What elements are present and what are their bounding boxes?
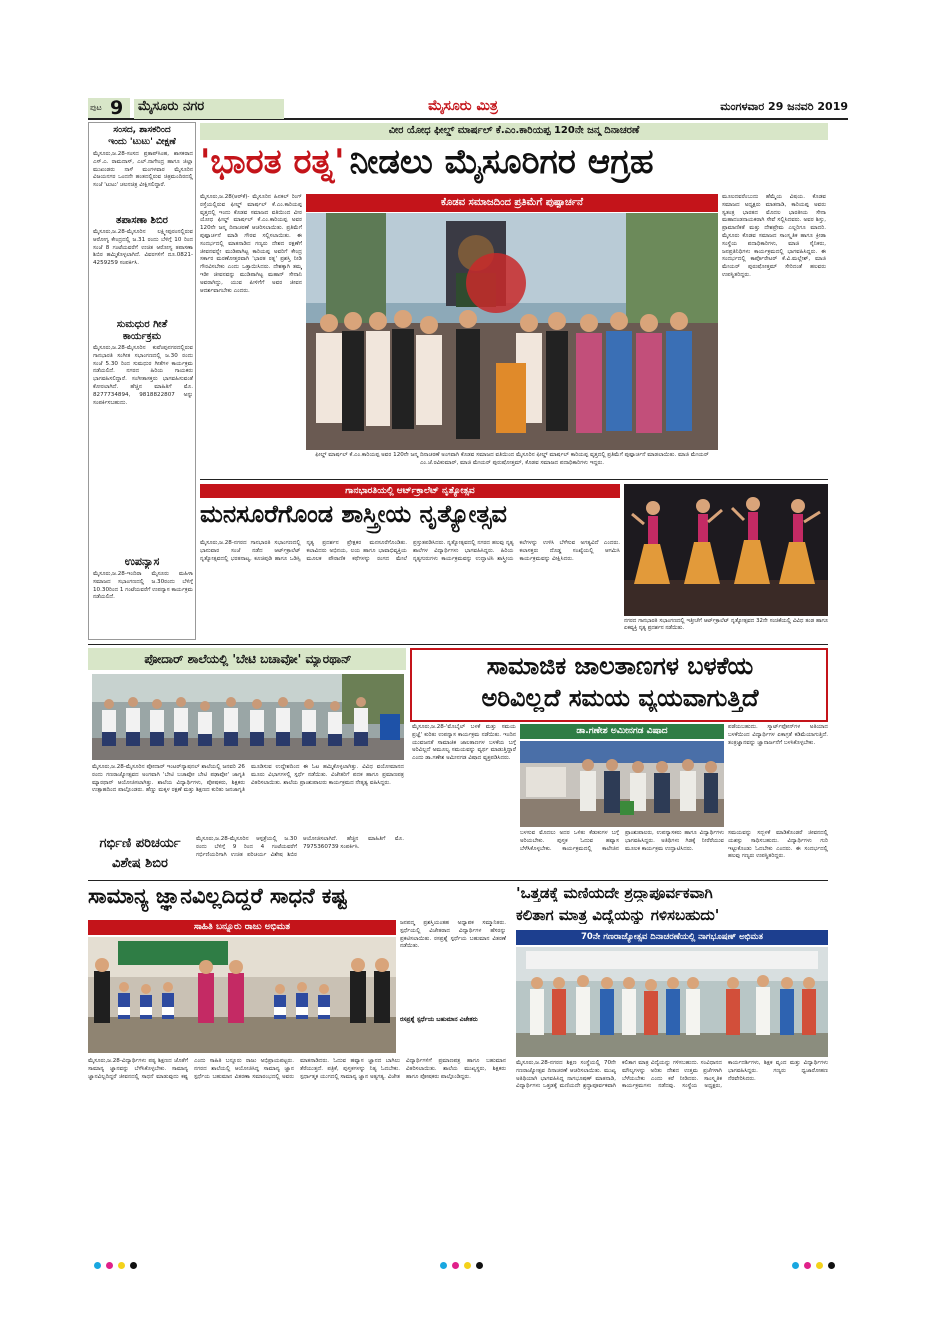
registration-dot <box>816 1262 823 1269</box>
story-headline: ಅರಿವಿಲ್ಲದೆ ಸಮಯ ವ್ಯಯವಾಗುತ್ತಿದೆ <box>481 684 759 712</box>
brief-headline: ಇಂದು 'ಟುಟು' ವೀಕ್ಷಣೆ <box>108 137 176 147</box>
masthead: ಮೈಸೂರು ಮಿತ್ರ <box>428 98 498 114</box>
story-headline: ಪೋದಾರ್ ಶಾಲೆಯಲ್ಲಿ 'ಬೇಟಿ ಬಚಾವೋ' ಮ್ಯಾರಥಾನ್ <box>144 652 352 666</box>
brief-body: ಮೈಸೂರು,ಜ.28-ಮೈಸೂರಿನ ಕುವೆಂಪುನಗರದಲ್ಲಿರುವ ಗಾನಭಾರತಿ ಸಂಗೀತ ಸಭಾಂಗಣದಲ್ಲಿ ಜ.30 ರಂದು ಸಂಜೆ 5.30 ರಿಂದ ಸುಮಧುರ ಗೀತೆಗಳ ಕಾರ್ಯಕ್ರಮ ನಡೆಯಲಿದೆ. ನಗರದ ಹಿರಿಯ ಗಾಯಕರು ಭಾಗವಹಿಸಲಿದ್ದಾರೆ. ಸಂಗೀತಾಸಕ್ತರು ಭಾಗವಹಿಸುವಂತೆ ಕೋರಲಾಗಿದೆ. ಹೆಚ್ಚಿನ ಮಾಹಿತಿಗೆ ಮೊ. 8277734894, 9818822807 ಅನ್ನು ಸಂಪರ್ಕಿಸಬಹುದು. <box>93 345 193 406</box>
divider <box>88 644 828 645</box>
photo-lecture <box>520 741 724 827</box>
registration-dot <box>452 1262 459 1269</box>
registration-dot <box>464 1262 471 1269</box>
story-headline: ಮನಸೂರೆಗೊಂಡ ಶಾಸ್ತ್ರೀಯ ನೃತ್ಯೋತ್ಸವ <box>200 500 507 528</box>
photo-band: ಕೊಡವ ಸಮಾಜದಿಂದ ಪ್ರತಿಮೆಗೆ ಪುಷ್ಪಾರ್ಚನೆ <box>306 194 718 212</box>
registration-dot <box>828 1262 835 1269</box>
story-headline: ಸಾಮಾಜಿಕ ಜಾಲತಾಣಗಳ ಬಳಕೆಯ <box>486 652 754 680</box>
brief-headline: ಉಪನ್ಯಾಸ <box>124 555 160 568</box>
page-number-box <box>88 98 130 118</box>
story-body: ಮೂಲದವರೆಂಬುದು ಹೆಮ್ಮೆಯ ವಿಷಯ. ಕೊಡವ ಸಮಾಜದ ಅಧ್ಯಕ್ಷರು ಮಾತನಾಡಿ, ಕಾರಿಯಪ್ಪ ಅವರು ಸ್ವತಂತ್ರ ಭಾರತದ ಮೊದಲ ಭಾರತೀಯ ಸೇನಾ ಮಹಾದಂಡನಾಯಕರಾಗಿ ಸೇವೆ ಸಲ್ಲಿಸಿದವರು. ಅವರ ಶಿಸ್ತು, ಪ್ರಾಮಾಣಿಕತೆ ಮತ್ತು ದೇಶಪ್ರೇಮ ಎಲ್ಲರಿಗೂ ಮಾದರಿ. ಮೈಸೂರು ಕೊಡವ ಸಮಾಜದ ಸಾಂಸ್ಕೃತಿಕ ಹಾಗೂ ಕ್ರೀಡಾ ಸಂಸ್ಥೆಯ ಪದಾಧಿಕಾರಿಗಳು, ಮಾಜಿ ಸೈನಿಕರು, ಜನಪ್ರತಿನಿಧಿಗಳು ಕಾರ್ಯಕ್ರಮದಲ್ಲಿ ಭಾಗವಹಿಸಿದ್ದರು. ಈ ಸಂದರ್ಭದಲ್ಲಿ ಕಾರ್ಪೊರೇಟರ್ ಕೆ.ವಿ.ಮಲ್ಲೇಶ್, ಮಾಜಿ ಮೇಯರ್ ಪುರುಷೋತ್ತಮ್ ಸೇರಿದಂತೆ ಹಲವರು ಉಪಸ್ಥಿತರಿದ್ದರು. <box>722 194 826 278</box>
story-kicker: ವೀರ ಯೋಧ ಫೀಲ್ಡ್ ಮಾರ್ಷಲ್ ಕೆ.ಎಂ.ಕಾರಿಯಪ್ಪ 120ನೇ ಜನ್ಮ ದಿನಾಚರಣೆ <box>388 125 640 136</box>
story-body: ಮೈಸೂರು,ಜ.28-ಮೈಸೂರಿನ ಪೋದಾರ್ ಇಂಟರ್‌ನ್ಯಾಷನಲ್ ಶಾಲೆಯಲ್ಲಿ ಜನವರಿ 26 ರಂದು ಗಣರಾಜ್ಯೋತ್ಸವದ ಅಂಗವಾಗಿ 'ಬೇಟಿ ಬಚಾವೋ ಬೇಟಿ ಪಢಾವೋ' ಜಾಗೃತಿ ಮ್ಯಾರಥಾನ್ ಆಯೋಜಿಸಲಾಗಿತ್ತು. ಶಾಲೆಯ ವಿದ್ಯಾರ್ಥಿಗಳು, ಪೋಷಕರು, ಶಿಕ್ಷಕರು ಉತ್ಸಾಹದಿಂದ ಪಾಲ್ಗೊಂಡರು. ಹೆಣ್ಣು ಮಕ್ಕಳ ರಕ್ಷಣೆ ಮತ್ತು ಶಿಕ್ಷಣದ ಕುರಿತು ಜನಜಾಗೃತಿ ಮೂಡಿಸುವ ಉದ್ದೇಶದಿಂದ ಈ ಓಟ ಹಮ್ಮಿಕೊಳ್ಳಲಾಗಿತ್ತು. ವಿವಿಧ ವಯೋಮಾನದ ಮೂರು ವಿಭಾಗಗಳಲ್ಲಿ ಸ್ಪರ್ಧೆ ನಡೆಯಿತು. ವಿಜೇತರಿಗೆ ಪದಕ ಹಾಗೂ ಪ್ರಮಾಣಪತ್ರ ವಿತರಿಸಲಾಯಿತು. ಶಾಲೆಯ ಪ್ರಾಂಶುಪಾಲರು ಕಾರ್ಯಕ್ರಮದ ನೇತೃತ್ವ ವಹಿಸಿದ್ದರು. <box>92 764 404 794</box>
story-body: ಪಡೆಯಬಹುದು. ಸ್ಮಾರ್ಟ್‌ಫೋನ್‌ಗಳ ಅತಿಯಾದ ಬಳಕೆಯಿಂದ ವಿದ್ಯಾರ್ಥಿಗಳ ಏಕಾಗ್ರತೆ ಕಡಿಮೆಯಾಗುತ್ತಿದೆ. ತಂತ್ರಜ್ಞಾನವನ್ನು ಜ್ಞಾನಾರ್ಜನೆಗೆ ಬಳಸಿಕೊಳ್ಳಬೇಕು. <box>728 724 828 746</box>
story-body: ಸಮಯವನ್ನು ಸದ್ಬಳಕೆ ಮಾಡಿಕೊಂಡರೆ ಜೀವನದಲ್ಲಿ ಯಶಸ್ಸು ಸಾಧಿಸಬಹುದು. ವಿದ್ಯಾರ್ಥಿಗಳು ಗುರಿ ಇಟ್ಟುಕೊಂಡು ಓದಬೇಕು ಎಂದರು. ಈ ಸಂದರ್ಭದಲ್ಲಿ ಹಲವು ಗಣ್ಯರು ಉಪಸ್ಥಿತರಿದ್ದರು. <box>728 830 828 860</box>
story-subhead: ರಸಪ್ರಶ್ನೆ ಸ್ಪರ್ಧೆಯ ಬಹುಮಾನ ವಿಜೇತರು <box>400 1016 478 1023</box>
photo-caption: ನಗರದ ಗಾನಭಾರತಿ ಸಭಾಂಗಣದಲ್ಲಿ ಇತ್ತೀಚೆಗೆ ಆರ್ಟ್‌ಕ್ರಾಲೆಟ್ ನೃತ್ಯೋತ್ಸವದ 32ನೇ ಸಂಚಿಕೆಯಲ್ಲಿ ವಿವಿಧ ತಂಡ ಹಾಗೂ ಏಕವ್ಯಕ್ತಿ ನೃತ್ಯ ಪ್ರದರ್ಶನ ನಡೆಯಿತು. <box>624 618 828 631</box>
story-body: ಮೈಸೂರು,ಜ.28(ಆರ್‌ಕೆ)- ಮೈಸೂರಿನ ಹಿನಕಲ್ ರಿಂಗ್ ರಸ್ತೆಯಲ್ಲಿರುವ ಫೀಲ್ಡ್ ಮಾರ್ಷಲ್ ಕೆ.ಎಂ.ಕಾರಿಯಪ್ಪ ವೃತ್ತದಲ್ಲಿ ಇಂದು ಕೊಡವ ಸಮಾಜದ ವತಿಯಿಂದ ವೀರ ಯೋಧ ಫೀಲ್ಡ್ ಮಾರ್ಷಲ್ ಕೆ.ಎಂ.ಕಾರಿಯಪ್ಪ ಅವರ 120ನೇ ಜನ್ಮ ದಿನಾಚರಣೆ ಆಚರಿಸಲಾಯಿತು. ಪ್ರತಿಮೆಗೆ ಪುಷ್ಪಾರ್ಚನೆ ಮಾಡಿ ಗೌರವ ಸಲ್ಲಿಸಲಾಯಿತು. ಈ ಸಂದರ್ಭದಲ್ಲಿ ಮಾತನಾಡಿದ ಗಣ್ಯರು ದೇಶದ ರಕ್ಷಣೆಗೆ ಜೀವನವನ್ನೇ ಮುಡಿಪಾಗಿಟ್ಟ ಕಾರಿಯಪ್ಪ ಅವರಿಗೆ ಕೇಂದ್ರ ಸರ್ಕಾರ ಮರಣೋತ್ತರವಾಗಿ 'ಭಾರತ ರತ್ನ' ಪ್ರಶಸ್ತಿ ನೀಡಿ ಗೌರವಿಸಬೇಕು ಎಂದು ಒತ್ತಾಯಿಸಿದರು. ದೇಶಕ್ಕಾಗಿ ತಮ್ಮ ಇಡೀ ಜೀವನವನ್ನು ಮುಡಿಪಾಗಿಟ್ಟ ಮಹಾನ್ ಸೇನಾನಿ ಅವರಾಗಿದ್ದು, ಯುವ ಪೀಳಿಗೆಗೆ ಅವರ ಜೀವನ ಆದರ್ಶವಾಗಬೇಕು ಎಂದರು. <box>200 194 302 294</box>
story-headline: ವಿಶೇಷ ಶಿಬಿರ <box>112 856 168 871</box>
story-body: ಬಳಸುವ ಮೊದಲು ಅದರ ಒಳಿತು ಕೆಡುಕುಗಳ ಬಗ್ಗೆ ಅರಿಯಬೇಕು. ಪುಸ್ತಕ ಓದುವ ಹವ್ಯಾಸ ಬೆಳೆಸಿಕೊಳ್ಳಬೇಕು. ಕಾರ್ಯಕ್ರಮದಲ್ಲಿ ಕಾಲೇಜಿನ ಪ್ರಾಂಶುಪಾಲರು, ಉಪನ್ಯಾಸಕರು ಹಾಗೂ ವಿದ್ಯಾರ್ಥಿಗಳು ಭಾಗವಹಿಸಿದ್ದರು. ಅತಿಥಿಗಳು ಗಿಡಕ್ಕೆ ನೀರೆರೆಯುವ ಮೂಲಕ ಕಾರ್ಯಕ್ರಮ ಉದ್ಘಾಟಿಸಿದರು. <box>520 830 724 852</box>
registration-dot <box>94 1262 101 1269</box>
registration-dot <box>792 1262 799 1269</box>
photo-band: 70ನೇ ಗಣರಾಜ್ಯೋತ್ಸವ ದಿನಾಚರಣೆಯಲ್ಲಿ ನಾಗಭೂಷಣ್ ಅಭಿಮತ <box>516 930 828 945</box>
photo-republic-day <box>516 947 828 1057</box>
brief-headline: ಸುಮಧುರ ಗೀತೆ <box>116 319 168 330</box>
story-body: ಮೈಸೂರು,ಜ.28-ಮೈಸೂರಿನ ಆಸ್ಪತ್ರೆಯಲ್ಲಿ ಜ.30 ರಂದು ಬೆಳಿಗ್ಗೆ 9 ರಿಂದ 4 ಗಂಟೆಯವರೆಗೆ ಗರ್ಭಿಣಿಯರಿಗಾಗಿ ಉಚಿತ ಪರಿಚರ್ಯ ವಿಶೇಷ ಶಿಬಿರ ಆಯೋಜಿಸಲಾಗಿದೆ. ಹೆಚ್ಚಿನ ಮಾಹಿತಿಗೆ ಮೊ. 7975360739 ಸಂಪರ್ಕಿಸಿ. <box>196 836 404 858</box>
story-headline: ಕಲಿತಾಗ ಮಾತ್ರ ವಿದ್ಯೆಯನ್ನು ಗಳಿಸಬಹುದು' <box>516 906 720 924</box>
brief-body: ಮೈಸೂರು,ಜ.28-ಸಂಸದ ಪ್ರತಾಪ್‌ಸಿಂಹ, ಶಾಸಕರಾದ ಎಸ್.ಎ. ರಾಮದಾಸ್, ಎಲ್.ನಾಗೇಂದ್ರ ಹಾಗೂ ಜಿಲ್ಲಾ ಮುಖಂಡರು ನಾಳೆ ಮಂಗಳವಾರ ಮೈಸೂರಿನ ವಿಜಯನಗರ ಒಂದನೇ ಹಂತದಲ್ಲಿರುವ ಚಿತ್ರಮಂದಿರದಲ್ಲಿ ಸಂಜೆ 'ಟುಟು' ಚಲನಚಿತ್ರ ವೀಕ್ಷಿಸಲಿದ್ದಾರೆ. <box>93 151 193 189</box>
headline-highlight: 'ಭಾರತ ರತ್ನ' <box>200 142 345 182</box>
story-headline: ಗರ್ಭಿಣಿ ಪರಿಚರ್ಯ <box>99 836 181 851</box>
story-body: ಮೈಸೂರು,ಜ.28-ನಗರದ ಗಾನಭಾರತಿ ಸಭಾಂಗಣದಲ್ಲಿ ಭಾನುವಾರ ಸಂಜೆ ನಡೆದ ಆರ್ಟ್‌ಕ್ರಾಲೆಟ್ ನೃತ್ಯೋತ್ಸವದಲ್ಲಿ ಭರತನಾಟ್ಯ, ಕೂಚಿಪುಡಿ ಹಾಗೂ ಒಡಿಸ್ಸಿ ನೃತ್ಯ ಪ್ರದರ್ಶನ ಪ್ರೇಕ್ಷಕರ ಮನಸೂರೆಗೊಂಡಿತು. ಕಲಾವಿದರು ಅಭಿನಯ, ಲಯ ಹಾಗೂ ಭಾವಾಭಿವ್ಯಕ್ತಿಯ ಮೂಲಕ ಪೌರಾಣಿಕ ಕಥೆಗಳನ್ನು ರಂಗದ ಮೇಲೆ ಪ್ರಸ್ತುತಪಡಿಸಿದರು. ನೃತ್ಯೋತ್ಸವದಲ್ಲಿ ನಗರದ ಹಲವು ನೃತ್ಯ ಶಾಲೆಗಳ ವಿದ್ಯಾರ್ಥಿಗಳು ಭಾಗವಹಿಸಿದ್ದರು. ಹಿರಿಯ ನೃತ್ಯಗುರುಗಳು ಕಾರ್ಯಕ್ರಮವನ್ನು ಉದ್ಘಾಟಿಸಿ ಶಾಸ್ತ್ರೀಯ ಕಲೆಗಳನ್ನು ಉಳಿಸಿ ಬೆಳೆಸುವ ಅಗತ್ಯವಿದೆ ಎಂದರು. ಕಲಾಸಕ್ತರು ದೊಡ್ಡ ಸಂಖ್ಯೆಯಲ್ಲಿ ಆಗಮಿಸಿ ಕಾರ್ಯಕ್ರಮವನ್ನು ವೀಕ್ಷಿಸಿದರು. <box>200 540 620 562</box>
registration-dot <box>804 1262 811 1269</box>
story-body: ಮೈಸೂರು,ಜ.28-'ಮೊಬೈಲ್ ಬಳಕೆ ಮತ್ತು ಸಮಯ ಪ್ರಜ್ಞೆ' ಕುರಿತು ಉಪನ್ಯಾಸ ಕಾರ್ಯಕ್ರಮ ನಡೆಯಿತು. ಇಂದಿನ ಯುವಜನತೆ ಸಾಮಾಜಿಕ ಜಾಲತಾಣಗಳ ಬಳಕೆಯ ಬಗ್ಗೆ ಅರಿವಿಲ್ಲದೆ ಅಮೂಲ್ಯ ಸಮಯವನ್ನು ವ್ಯರ್ಥ ಮಾಡುತ್ತಿದ್ದಾರೆ ಎಂದು ಡಾ.ಗಣೇಶ ಅಮೀನಗಡ ವಿಷಾದ ವ್ಯಕ್ತಪಡಿಸಿದರು. <box>412 724 516 762</box>
brief-body: ಮೈಸೂರು,ಜ.28-ಇಂದಿರಾ ಮೈಸೂರು ಮಹಿಳಾ ಸಮಾಜದ ಸಭಾಂಗಣದಲ್ಲಿ ಜ.30ರಂದು ಬೆಳಿಗ್ಗೆ 10.30ರಿಂದ 1 ಗಂಟೆಯವರೆಗೆ ಉಪನ್ಯಾಸ ಕಾರ್ಯಕ್ರಮ ನಡೆಯಲಿದೆ. <box>93 571 193 601</box>
registration-dot <box>106 1262 113 1269</box>
story-body: ಮೈಸೂರು,ಜ.28-ನಗರದ ಶಿಕ್ಷಣ ಸಂಸ್ಥೆಯಲ್ಲಿ 70ನೇ ಗಣರಾಜ್ಯೋತ್ಸವ ದಿನಾಚರಣೆ ಆಚರಿಸಲಾಯಿತು. ಮುಖ್ಯ ಅತಿಥಿಯಾಗಿ ಭಾಗವಹಿಸಿದ್ದ ನಾಗಭೂಷಣ್ ಮಾತನಾಡಿ, ವಿದ್ಯಾರ್ಥಿಗಳು ಒತ್ತಡಕ್ಕೆ ಮಣಿಯದೇ ಶ್ರದ್ಧಾಪೂರ್ವಕವಾಗಿ ಕಲಿತಾಗ ಮಾತ್ರ ವಿದ್ಯೆಯನ್ನು ಗಳಿಸಬಹುದು. ಸಂವಿಧಾನದ ಮೌಲ್ಯಗಳನ್ನು ಅರಿತು ದೇಶದ ಉತ್ತಮ ಪ್ರಜೆಗಳಾಗಿ ಬೆಳೆಯಬೇಕು ಎಂದು ಕರೆ ನೀಡಿದರು. ಸಾಂಸ್ಕೃತಿಕ ಕಾರ್ಯಕ್ರಮಗಳು ನಡೆದವು. ಸಂಸ್ಥೆಯ ಅಧ್ಯಕ್ಷರು, ಕಾರ್ಯದರ್ಶಿಗಳು, ಶಿಕ್ಷಕ ವೃಂದ ಮತ್ತು ವಿದ್ಯಾರ್ಥಿಗಳು ಭಾಗವಹಿಸಿದ್ದರು. ಗಣ್ಯರು ಧ್ವಜಾರೋಹಣ ನೆರವೇರಿಸಿದರು. <box>516 1060 828 1090</box>
headline-text: ನೀಡಲು ಮೈಸೂರಿಗರ ಆಗ್ರಹ <box>349 142 654 182</box>
story-headline <box>200 142 828 190</box>
photo-statue-tribute <box>306 213 718 450</box>
page-number: 9 <box>110 97 124 119</box>
story-body: ಮೈಸೂರು,ಜ.28-ವಿದ್ಯಾರ್ಥಿಗಳು ಪಠ್ಯ ಶಿಕ್ಷಣದ ಜೊತೆಗೆ ಸಾಮಾನ್ಯ ಜ್ಞಾನವನ್ನು ಬೆಳೆಸಿಕೊಳ್ಳಬೇಕು. ಸಾಮಾನ್ಯ ಜ್ಞಾನವಿಲ್ಲದಿದ್ದರೆ ಜೀವನದಲ್ಲಿ ಸಾಧನೆ ಮಾಡುವುದು ಕಷ್ಟ ಎಂದು ಸಾಹಿತಿ ಬನ್ನೂರು ರಾಜು ಅಭಿಪ್ರಾಯಪಟ್ಟರು. ನಗರದ ಶಾಲೆಯಲ್ಲಿ ಆಯೋಜಿಸಿದ್ದ ಸಾಮಾನ್ಯ ಜ್ಞಾನ ಸ್ಪರ್ಧೆಯ ಬಹುಮಾನ ವಿತರಣಾ ಸಮಾರಂಭದಲ್ಲಿ ಅವರು ಮಾತನಾಡಿದರು. ಓದುವ ಹವ್ಯಾಸ ಜ್ಞಾನದ ಬಾಗಿಲು ತೆರೆಯುತ್ತದೆ. ಪತ್ರಿಕೆ, ಪುಸ್ತಕಗಳನ್ನು ನಿತ್ಯ ಓದಬೇಕು. ಸ್ಪರ್ಧಾತ್ಮಕ ಯುಗದಲ್ಲಿ ಸಾಮಾನ್ಯ ಜ್ಞಾನ ಅತ್ಯಗತ್ಯ. ವಿಜೇತ ವಿದ್ಯಾರ್ಥಿಗಳಿಗೆ ಪ್ರಮಾಣಪತ್ರ ಹಾಗೂ ಬಹುಮಾನ ವಿತರಿಸಲಾಯಿತು. ಶಾಲೆಯ ಮುಖ್ಯಸ್ಥರು, ಶಿಕ್ಷಕರು ಹಾಗೂ ಪೋಷಕರು ಪಾಲ್ಗೊಂಡಿದ್ದರು. <box>88 1058 506 1080</box>
photo-band: ಡಾ.ಗಣೇಶ ಅಮೀನಗಡ ವಿಷಾದ <box>520 724 724 739</box>
photo-caption: ಫೀಲ್ಡ್ ಮಾರ್ಷಲ್ ಕೆ.ಎಂ.ಕಾರಿಯಪ್ಪ ಅವರ 120ನೇ ಜನ್ಮ ದಿನಾಚರಣೆ ಅಂಗವಾಗಿ ಕೊಡವ ಸಮಾಜದ ವತಿಯಿಂದ ಮೈಸೂರಿನ ಫೀಲ್ಡ್ ಮಾರ್ಷಲ್ ಕಾರಿಯಪ್ಪ ವೃತ್ತದಲ್ಲಿ ಪ್ರತಿಮೆಗೆ ಪುಷ್ಪಾರ್ಚನೆ ಮಾಡಲಾಯಿತು. ಮಾಜಿ ಮೇಯರ್ ಎಂ.ಜೆ.ರವಿಕುಮಾರ್, ಮಾಜಿ ಮೇಯರ್ ಪುರುಷೋತ್ತಮ್, ಕೊಡವ ಸಮಾಜದ ಪದಾಧಿಕಾರಿಗಳು ಇದ್ದರು. <box>315 452 709 466</box>
issue-date: ಮಂಗಳವಾರ 29 ಜನವರಿ 2019 <box>720 100 848 113</box>
section-title: ಮೈಸೂರು ನಗರ <box>134 99 284 119</box>
photo-dance <box>624 484 828 616</box>
photo-band: ಸಾಹಿತಿ ಬನ್ನೂರು ರಾಜು ಅಭಿಮತ <box>88 920 396 935</box>
brief-body: ಮೈಸೂರು,ಜ.28-ಮೈಸೂರಿನ ಲಕ್ಷ್ಮೀಪುರಂನಲ್ಲಿರುವ ಆರೋಗ್ಯ ಕೇಂದ್ರದಲ್ಲಿ ಜ.31 ರಂದು ಬೆಳಿಗ್ಗೆ 10 ರಿಂದ ಸಂಜೆ 8 ಗಂಟೆಯವರೆಗೆ ಉಚಿತ ಆರೋಗ್ಯ ತಪಾಸಣಾ ಶಿಬಿರ ಹಮ್ಮಿಕೊಳ್ಳಲಾಗಿದೆ. ವಿವರಗಳಿಗೆ ದೂ.0821-4259259 ಸಂಪರ್ಕಿಸಿ. <box>93 229 193 267</box>
page-header <box>88 96 848 120</box>
brief-headline: ಕಾರ್ಯಕ್ರಮ <box>122 331 162 342</box>
registration-dot <box>130 1262 137 1269</box>
story-headline: ಸಾಮಾನ್ಯ ಜ್ಞಾನವಿಲ್ಲದಿದ್ದರೆ ಸಾಧನೆ ಕಷ್ಟ <box>88 884 348 908</box>
photo-quiz-winners <box>88 937 396 1053</box>
sidebar-briefs <box>88 122 196 640</box>
registration-dot <box>476 1262 483 1269</box>
story-body: ಜನಪದ್ಮ ಪ್ರಶಸ್ತಿಯಂತಹ ಅಧ್ಯಾಪಕ ಸಮ್ಮಾನಿತರು. ಸ್ಪರ್ಧೆಯಲ್ಲಿ ವಿಜೇತರಾದ ವಿದ್ಯಾರ್ಥಿಗಳ ಹೆಸರನ್ನು ಪ್ರಕಟಿಸಲಾಯಿತು. ರಸಪ್ರಶ್ನೆ ಸ್ಪರ್ಧೆಯ ಬಹುಮಾನ ವಿತರಣೆ ನಡೆಯಿತು. <box>400 920 506 950</box>
story-headline: 'ಒತ್ತಡಕ್ಕೆ ಮಣಿಯದೇ ಶ್ರದ್ಧಾಪೂರ್ವಕವಾಗಿ <box>516 884 713 902</box>
divider <box>88 880 828 881</box>
registration-dot <box>440 1262 447 1269</box>
brief-headline: ಸಂಸದ, ಶಾಸಕರಿಂದ <box>113 125 171 135</box>
divider <box>200 479 828 480</box>
registration-dot <box>118 1262 125 1269</box>
brief-headline: ತಪಾಸಣಾ ಶಿಬಿರ <box>116 215 168 226</box>
page-label: ಪುಟ <box>90 103 102 112</box>
photo-marathon <box>92 674 404 760</box>
story-kicker: ಗಾನಭಾರತಿಯಲ್ಲಿ ಆರ್ಟ್‌ಕ್ರಾಲೆಟ್ ನೃತ್ಯೋತ್ಸವ <box>345 486 475 496</box>
